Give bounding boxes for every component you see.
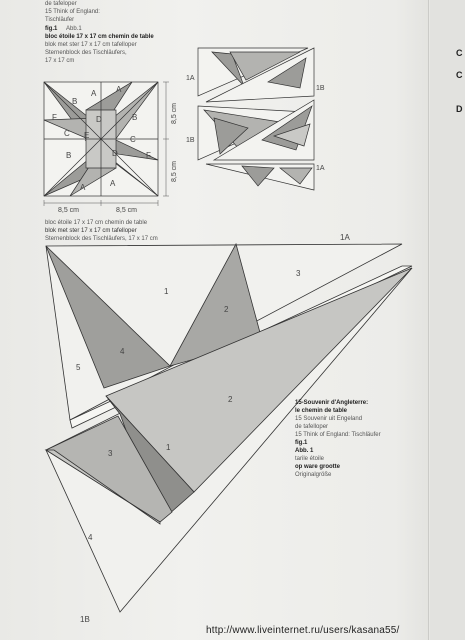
- piece-number: 1: [164, 287, 169, 296]
- right-caption-nl2: de tafelloper: [295, 424, 329, 430]
- block-letter: A: [116, 85, 122, 94]
- dim-height-bottom: 8,5 cm: [171, 160, 178, 182]
- right-caption-fig: fig.1: [295, 440, 308, 446]
- exploded-label: 1B: [316, 85, 325, 92]
- right-caption-abb: Abb. 1: [295, 448, 314, 454]
- piece-number: 2: [224, 305, 229, 314]
- pattern-label-1a: 1A: [340, 233, 350, 242]
- piece-number: 3: [108, 449, 113, 458]
- dim-width-left: 8,5 cm: [58, 207, 80, 214]
- top-caption-line2: 15 Think of England:: [45, 9, 100, 15]
- right-caption-title1: 15-Souvenir d'Angleterre:: [295, 400, 369, 406]
- fig1-abb: Abb.1: [66, 26, 82, 32]
- fig1-title-fr: bloc étoile 17 x 17 cm chemin de table: [45, 34, 154, 40]
- block-letter: C: [64, 129, 70, 138]
- fig1-label: fig.1: [45, 26, 58, 32]
- edge-mark: C: [456, 70, 463, 80]
- piece-number: 3: [296, 269, 301, 278]
- pattern-label-1b: 1B: [80, 615, 90, 624]
- edge-mark: C: [456, 48, 463, 58]
- right-caption-de-label: Originalgröße: [295, 472, 332, 478]
- right-caption-en: 15 Think of England: Tischläufer: [295, 432, 381, 438]
- top-caption-line3: Tischläufer: [45, 17, 75, 23]
- section-caption-line3: Sternenblock des Tischläufers, 17 x 17 cm: [45, 236, 158, 242]
- section-caption-line2: blok met ster 17 x 17 cm tafelloper: [45, 228, 137, 234]
- dim-height-top: 8,5 cm: [171, 102, 178, 124]
- exploded-label: 1A: [186, 75, 195, 82]
- block-letter: C: [130, 135, 136, 144]
- exploded-label: 1A: [316, 165, 325, 172]
- dim-width-right: 8,5 cm: [116, 207, 138, 214]
- block-letter: D: [96, 115, 102, 124]
- block-letter: A: [110, 179, 116, 188]
- block-letter: A: [91, 89, 97, 98]
- section-caption-line1: bloc étoile 17 x 17 cm chemin de table: [45, 220, 148, 226]
- piece-number: 4: [120, 347, 125, 356]
- block-letter: B: [132, 113, 138, 122]
- exploded-label: 1B: [186, 137, 195, 144]
- top-caption-line1: de tafeloper: [45, 1, 77, 7]
- block-letter: F: [146, 151, 151, 160]
- right-caption-nl1: 15 Souvenir uit Engeland: [295, 416, 363, 422]
- right-caption-fr-label: tarile étoile: [295, 456, 325, 462]
- piece-number: 4: [88, 533, 93, 542]
- watermark-url: http://www.liveinternet.ru/users/kasana55/: [206, 625, 400, 636]
- block-letter: F: [52, 113, 57, 122]
- right-caption-nl-label: op ware grootte: [295, 464, 341, 470]
- block-letter: B: [72, 97, 78, 106]
- block-letter: D: [112, 149, 118, 158]
- fig1-title-de: Sternenblock des Tischläufers,: [45, 50, 127, 56]
- block-letter: A: [80, 183, 86, 192]
- right-caption-title2: le chemin de table: [295, 408, 348, 414]
- piece-number: 1: [166, 443, 171, 452]
- block-letter: E: [84, 131, 90, 140]
- edge-mark: D: [456, 104, 463, 114]
- fig1-size: 17 x 17 cm: [45, 58, 75, 64]
- piece-number: 2: [228, 395, 233, 404]
- block-letter: B: [66, 151, 72, 160]
- fig1-title-nl: blok met ster 17 x 17 cm tafelloper: [45, 42, 137, 48]
- piece-number: 5: [76, 363, 81, 372]
